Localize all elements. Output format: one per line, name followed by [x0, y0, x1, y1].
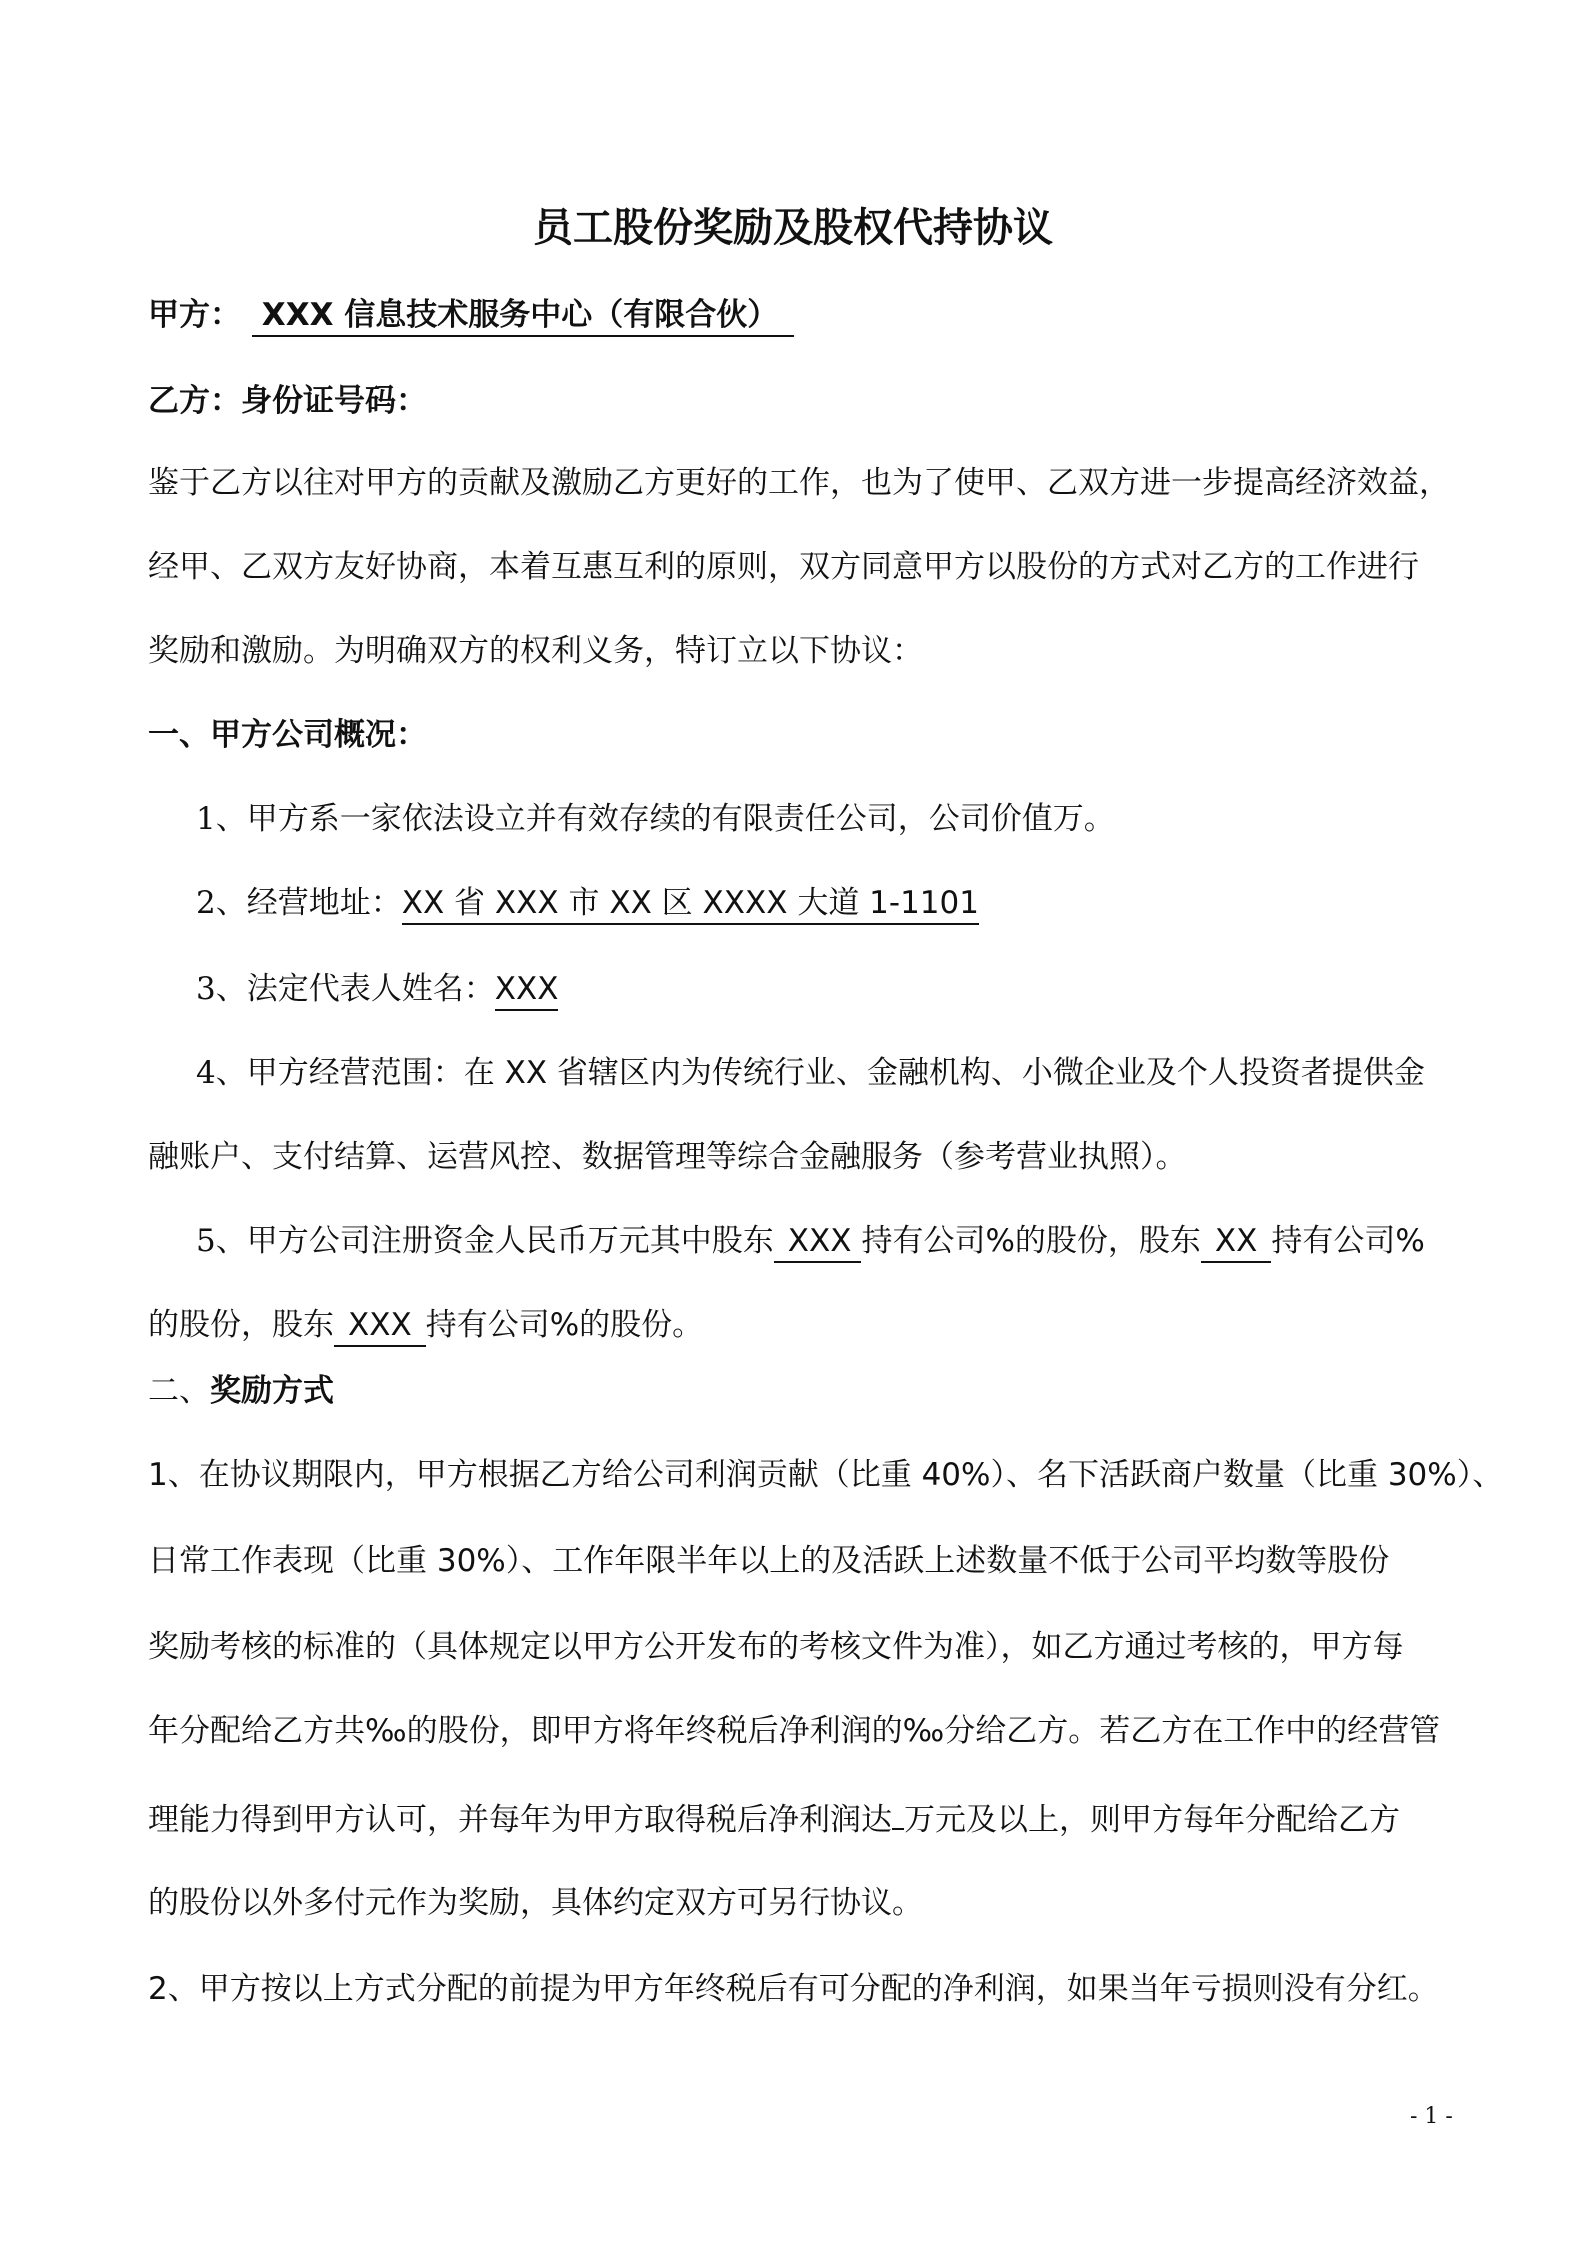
item-text: 持有公司%的股份。 — [425, 1307, 704, 1343]
intro-line-3: 奖励和激励。为明确双方的权利义务，特订立以下协议： — [148, 633, 923, 669]
legal-rep-value: XXX — [495, 974, 559, 1011]
section1-item1 — [196, 801, 1115, 837]
section2-p2: 2、甲方按以上方式分配的前提为甲方年终税后有可分配的净利润，如果当年亏损则没有分红。 — [148, 1971, 1439, 2007]
section2-p1-line2: 日常工作表现（比重 30%）、工作年限半年以上的及活跃上述数量不低于公司平均数等股份 — [148, 1543, 1390, 1579]
shareholder-1: XXX — [774, 1226, 862, 1263]
section1-item4-line2: 融账户、支付结算、运营风控、数据管理等综合金融服务（参考营业执照）。 — [148, 1139, 1187, 1175]
legal-rep-label: 法定代表人姓名： — [246, 971, 495, 1007]
party-a-line — [148, 297, 794, 337]
section2-p1-line6: 的股份以外多付元作为奖励，具体约定双方可另行协议。 — [148, 1885, 923, 1921]
shareholder-3: XXX — [334, 1310, 426, 1347]
section1-heading: 一、甲方公司概况： — [148, 717, 427, 753]
section2-p1-line3: 奖励考核的标准的（具体规定以甲方公开发布的考核文件为准），如乙方通过考核的，甲方每 — [148, 1629, 1404, 1665]
party-a-label: 甲方： — [148, 297, 241, 333]
item-text: 万元及以上，则甲方每年分配给乙方 — [904, 1802, 1400, 1838]
section1-item3 — [196, 971, 559, 1011]
item-number: 5、 — [196, 1223, 247, 1259]
intro-line-1: 鉴于乙方以往对甲方的贡献及激励乙方更好的工作，也为了使甲、乙双方进一步提高经济效益， — [148, 465, 1450, 501]
item-text: 理能力得到甲方认可，并每年为甲方取得税后净利润达 — [148, 1802, 892, 1838]
section1-item5-line2 — [148, 1307, 704, 1347]
section2-p1-line1: 1、在协议期限内，甲方根据乙方给公司利润贡献（比重 40%）、名下活跃商户数量（比重 30%）、 — [148, 1457, 1504, 1493]
section2-p1-line4: 年分配给乙方共‰的股份，即甲方将年终税后净利润的‰分给乙方。若乙方在工作中的经营管 — [148, 1713, 1441, 1749]
item-number: 3、 — [196, 971, 247, 1007]
party-a-value: XXX 信息技术服务中心（有限合伙） — [252, 300, 795, 337]
intro-line-2: 经甲、乙双方友好协商，本着互惠互利的原则，双方同意甲方以股份的方式对乙方的工作进行 — [148, 549, 1419, 585]
item-text: 持有公司%的股份，股东 — [861, 1223, 1201, 1259]
item-text: 甲方公司注册资金人民币万元其中股东 — [246, 1223, 774, 1259]
section-title: 奖励方式 — [210, 1373, 334, 1409]
document-title: 员工股份奖励及股权代持协议 — [533, 205, 1053, 251]
item-number: 4、 — [196, 1055, 247, 1091]
address-value: XX 省 XXX 市 XX 区 XXXX 大道 1-1101 — [402, 888, 979, 925]
party-b-line: 乙方：身份证号码： — [148, 383, 427, 419]
item-text: 持有公司% — [1271, 1223, 1425, 1259]
section1-item4-line1 — [196, 1055, 1425, 1091]
section1-item5-line1 — [196, 1223, 1425, 1263]
section1-item2 — [196, 885, 979, 925]
item-number: 2、 — [196, 885, 247, 921]
item-number: 1、 — [196, 801, 247, 837]
item-text: 的股份，股东 — [148, 1307, 334, 1343]
fill-in-blank — [892, 1802, 904, 1830]
section2-p1-line5 — [148, 1802, 1400, 1836]
section-number: 二、 — [148, 1373, 210, 1409]
address-label: 经营地址： — [246, 885, 402, 921]
item-text: 甲方系一家依法设立并有效存续的有限责任公司，公司价值万。 — [246, 801, 1115, 837]
page-number: - 1 - — [1410, 2104, 1453, 2129]
section2-heading — [148, 1373, 334, 1409]
shareholder-2: XX — [1201, 1226, 1271, 1263]
item-text: 甲方经营范围：在 XX 省辖区内为传统行业、金融机构、小微企业及个人投资者提供金 — [246, 1055, 1425, 1091]
